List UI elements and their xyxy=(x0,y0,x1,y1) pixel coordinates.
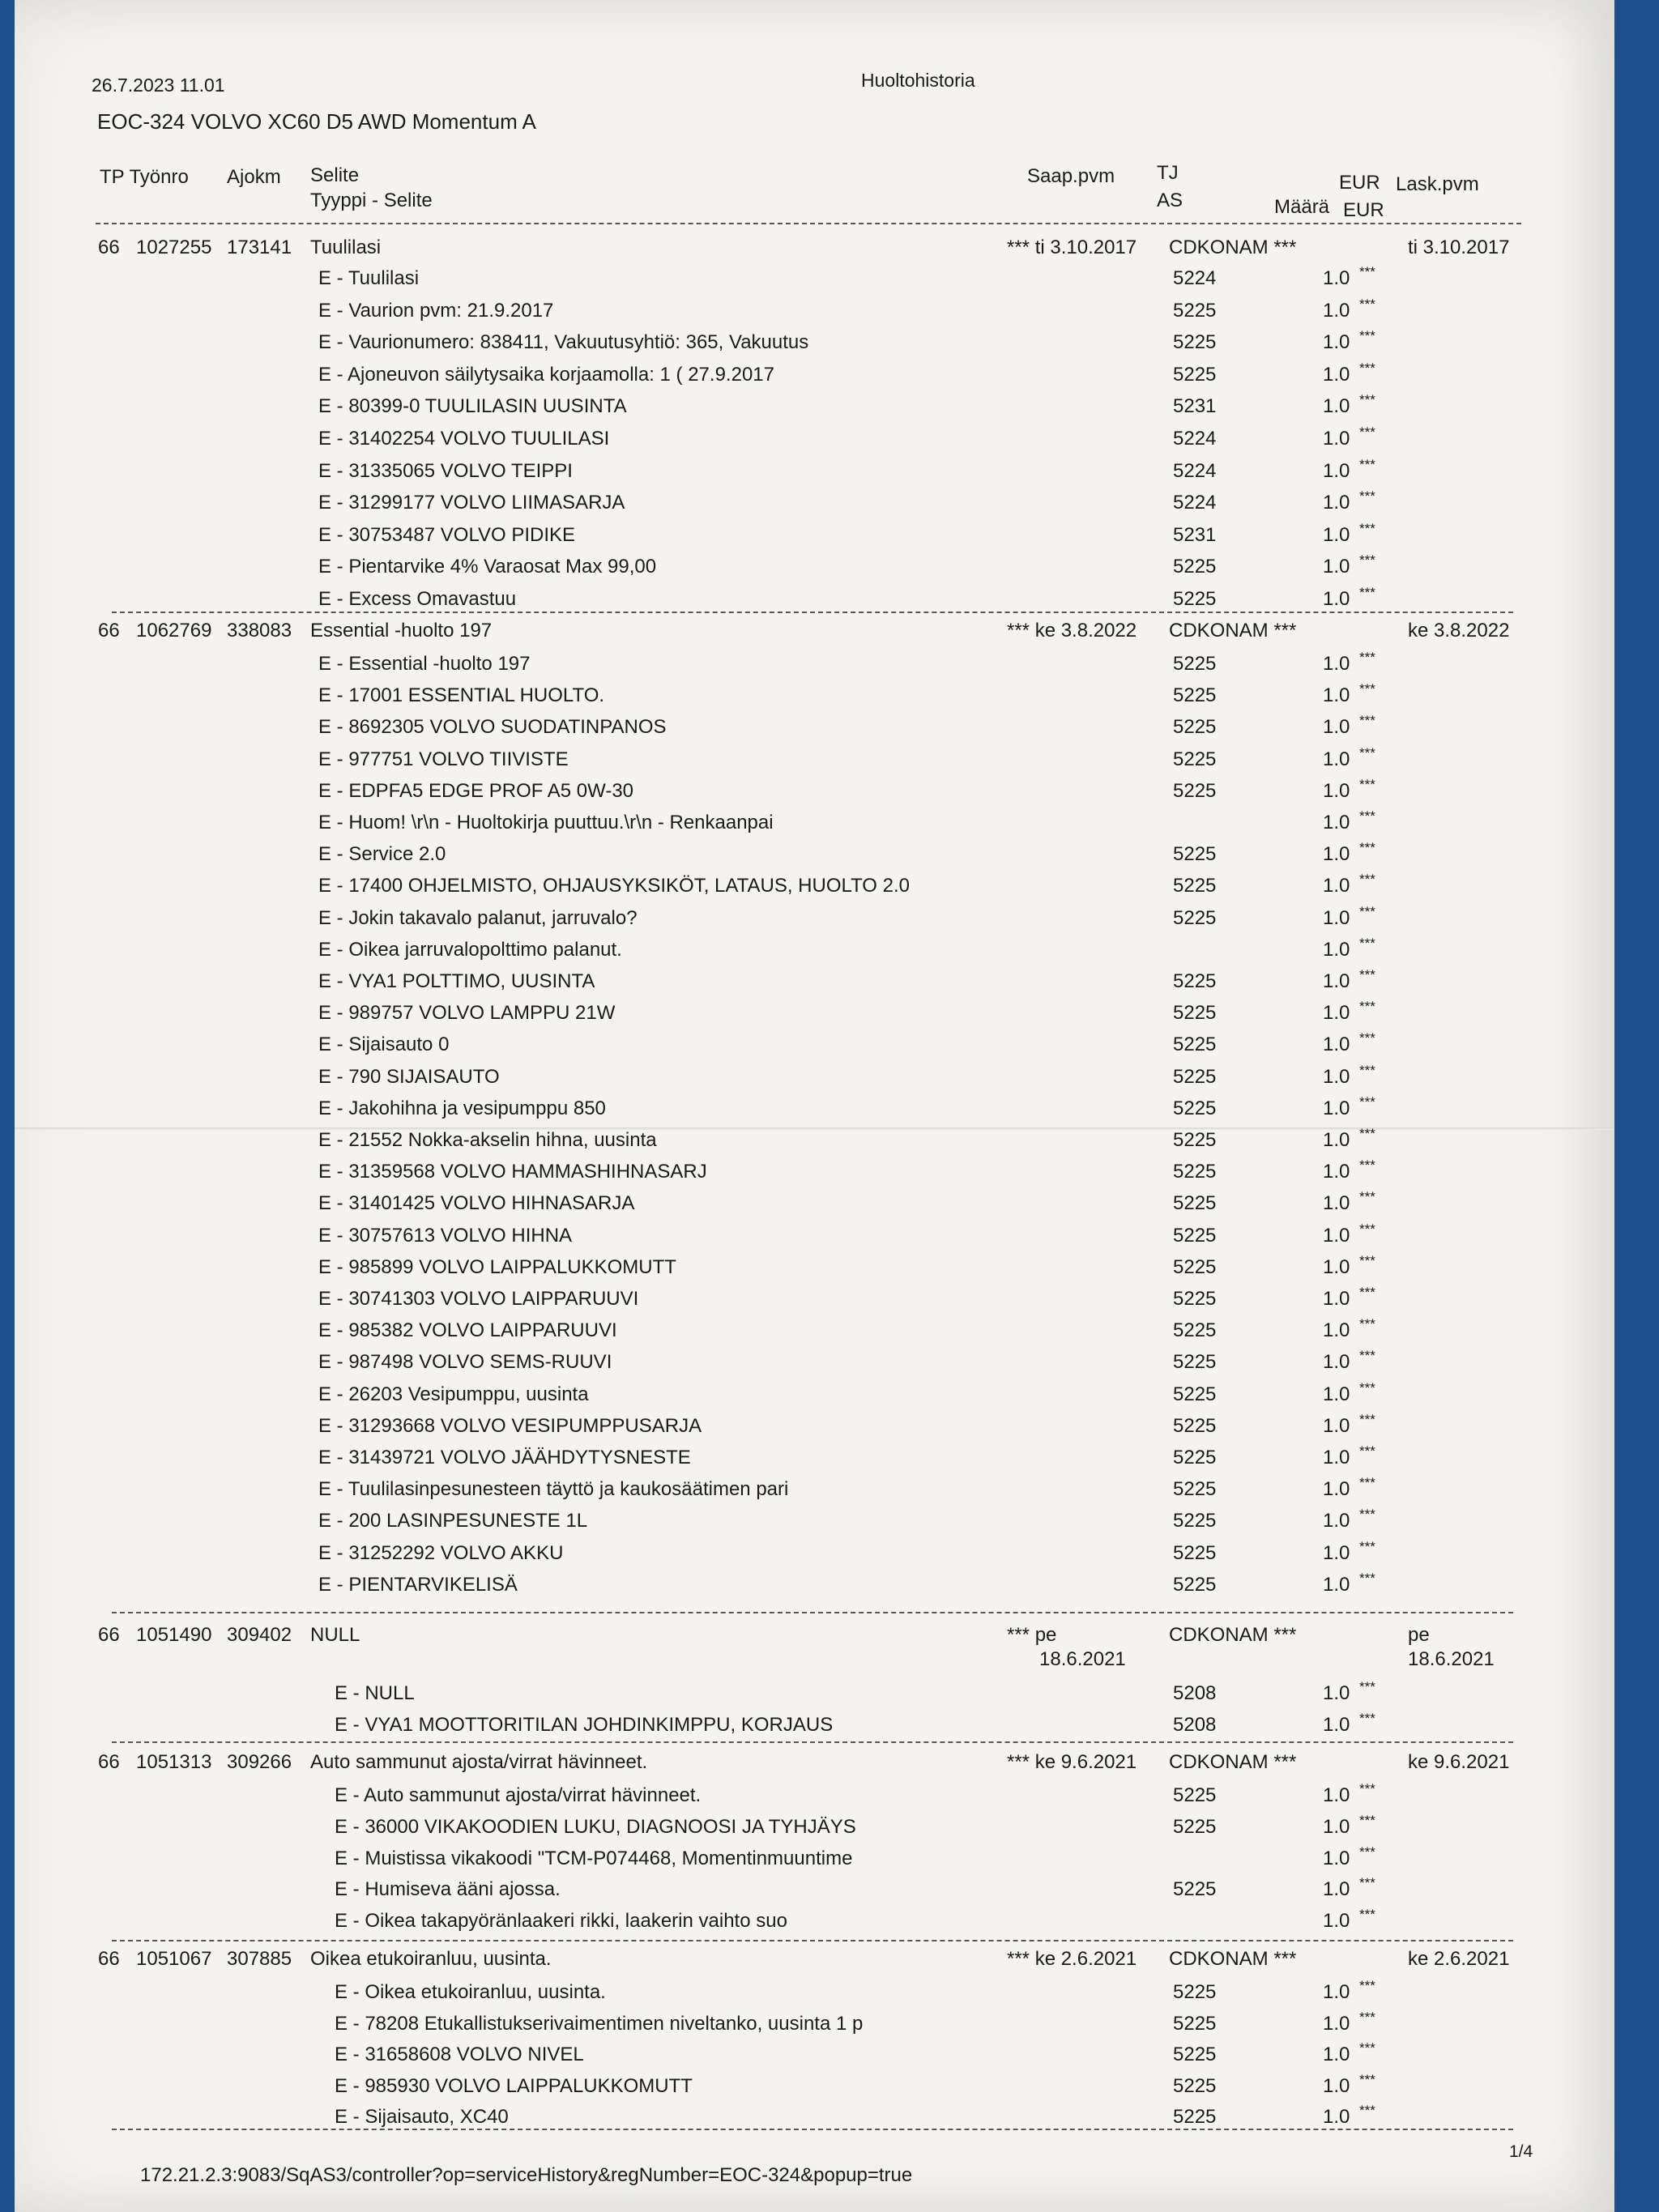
line-as: 5225 xyxy=(1173,1510,1217,1532)
page-number: 1/4 xyxy=(1509,2142,1533,2161)
line-description: E - VYA1 MOOTTORITILAN JOHDINKIMPPU, KORJAUS xyxy=(335,1714,834,1736)
line-stars: *** xyxy=(1359,935,1375,951)
line-as: 5225 xyxy=(1173,1447,1217,1468)
print-date: 26.7.2023 11.01 xyxy=(92,75,225,96)
line-stars: *** xyxy=(1359,1221,1375,1237)
line-quantity: 1.0 xyxy=(1323,684,1350,707)
line-stars: *** xyxy=(1359,999,1375,1015)
line-as: 5225 xyxy=(1173,1224,1217,1247)
line-description: E - Jakohihna ja vesipumppu 850 xyxy=(318,1097,606,1119)
line-quantity: 1.0 xyxy=(1323,779,1350,802)
line-quantity: 1.0 xyxy=(1323,1714,1350,1736)
line-stars: *** xyxy=(1359,360,1375,376)
line-stars: *** xyxy=(1359,456,1375,472)
line-description: E - Pientarvike 4% Varaosat Max 99,00 xyxy=(318,556,657,578)
line-quantity: 1.0 xyxy=(1323,1878,1350,1901)
line-quantity: 1.0 xyxy=(1323,299,1350,322)
order-arrival-date: *** ti 3.10.2017 xyxy=(1007,237,1137,258)
order-tj: CDKONAM *** xyxy=(1169,237,1297,258)
line-as: 5224 xyxy=(1173,459,1217,482)
line-quantity: 1.0 xyxy=(1323,1981,1350,2003)
line-description: E - 17400 OHJELMISTO, OHJAUSYKSIKÖT, LATAUS, HUOLTO 2.0 xyxy=(318,875,911,897)
line-description: E - 31335065 VOLVO TEIPPI xyxy=(318,459,573,482)
line-quantity: 1.0 xyxy=(1323,812,1350,833)
line-stars: *** xyxy=(1359,872,1375,888)
line-as: 5225 xyxy=(1173,1478,1217,1501)
line-stars: *** xyxy=(1359,1781,1375,1796)
line-as: 5225 xyxy=(1173,1097,1217,1119)
line-quantity: 1.0 xyxy=(1323,1682,1350,1704)
line-quantity: 1.0 xyxy=(1323,1784,1350,1806)
line-stars: *** xyxy=(1359,1285,1375,1300)
line-quantity: 1.0 xyxy=(1323,1224,1350,1247)
line-stars: *** xyxy=(1359,1679,1375,1694)
line-quantity: 1.0 xyxy=(1323,1414,1350,1437)
line-as: 5225 xyxy=(1173,1383,1217,1405)
line-quantity: 1.0 xyxy=(1323,1351,1350,1374)
col-eur: EUR xyxy=(1339,172,1380,194)
order-description: NULL xyxy=(310,1624,360,1646)
line-stars: *** xyxy=(1359,520,1375,536)
order-arrival-date-line2: 18.6.2021 xyxy=(1039,1648,1126,1670)
line-stars: *** xyxy=(1359,328,1375,344)
line-stars: *** xyxy=(1359,903,1375,919)
line-description: E - 21552 Nokka-akselin hihna, uusinta xyxy=(318,1129,657,1151)
order-tp: 66 xyxy=(98,1624,120,1646)
line-as: 5231 xyxy=(1173,523,1217,546)
order-km: 309266 xyxy=(227,1751,292,1773)
line-quantity: 1.0 xyxy=(1323,843,1350,866)
line-stars: *** xyxy=(1359,1843,1375,1860)
line-as: 5225 xyxy=(1173,588,1217,610)
line-as: 5225 xyxy=(1173,363,1217,386)
line-description: E - 78208 Etukallistukserivaimentimen niveltanko, uusinta 1 p xyxy=(335,2012,864,2035)
line-quantity: 1.0 xyxy=(1323,2106,1350,2128)
order-arrival-date: *** ke 3.8.2022 xyxy=(1007,620,1137,641)
line-quantity: 1.0 xyxy=(1323,1129,1350,1151)
line-quantity: 1.0 xyxy=(1323,556,1350,578)
line-quantity: 1.0 xyxy=(1323,1815,1350,1838)
line-stars: *** xyxy=(1359,744,1375,761)
line-stars: *** xyxy=(1359,1252,1375,1268)
line-as: 5224 xyxy=(1173,492,1217,514)
line-stars: *** xyxy=(1359,1030,1375,1046)
order-number: 1051313 xyxy=(136,1751,212,1773)
line-description: E - 17001 ESSENTIAL HUOLTO. xyxy=(318,684,605,707)
line-stars: *** xyxy=(1359,2071,1375,2087)
line-as: 5225 xyxy=(1173,1002,1217,1025)
line-quantity: 1.0 xyxy=(1323,1161,1350,1183)
col-lask-pvm: Lask.pvm xyxy=(1396,173,1479,195)
order-tj: CDKONAM *** xyxy=(1169,1751,1297,1773)
line-as: 5225 xyxy=(1173,843,1217,866)
header-rule xyxy=(96,223,1521,224)
line-quantity: 1.0 xyxy=(1323,970,1350,992)
line-description: E - 790 SIJAISAUTO xyxy=(318,1065,500,1088)
line-as: 5225 xyxy=(1173,875,1217,897)
order-km: 309402 xyxy=(227,1624,292,1646)
line-description: E - 26203 Vesipumppu, uusinta xyxy=(318,1383,589,1405)
line-stars: *** xyxy=(1359,1093,1375,1110)
line-description: E - PIENTARVIKELISÄ xyxy=(318,1573,518,1596)
line-quantity: 1.0 xyxy=(1323,938,1350,961)
order-km: 173141 xyxy=(227,237,292,258)
order-tp: 66 xyxy=(98,620,120,641)
line-description: E - 985899 VOLVO LAIPPALUKKOMUTT xyxy=(318,1255,676,1278)
col-tj: TJ xyxy=(1157,162,1179,184)
line-quantity: 1.0 xyxy=(1323,363,1350,386)
col-selite: Selite xyxy=(310,164,360,186)
line-quantity: 1.0 xyxy=(1323,1255,1350,1278)
line-stars: *** xyxy=(1359,1443,1375,1459)
line-as: 5225 xyxy=(1173,1981,1217,2003)
order-separator xyxy=(112,2129,1513,2130)
order-invoice-date: ke 2.6.2021 xyxy=(1408,1948,1510,1970)
line-as: 5225 xyxy=(1173,970,1217,992)
line-description: E - Tuulilasinpesunesteen täyttö ja kaukosäätimen pari xyxy=(318,1478,789,1501)
line-stars: *** xyxy=(1359,650,1375,665)
line-stars: *** xyxy=(1359,392,1375,408)
col-saap-pvm: Saap.pvm xyxy=(1027,165,1115,187)
line-quantity: 1.0 xyxy=(1323,428,1350,450)
line-description: E - 31658608 VOLVO NIVEL xyxy=(335,2044,584,2065)
page-url: 172.21.2.3:9083/SqAS3/controller?op=serviceHistory&regNumber=EOC-324&popup=true xyxy=(140,2164,913,2186)
line-as: 5225 xyxy=(1173,779,1217,802)
line-description: E - Tuulilasi xyxy=(318,267,420,289)
line-stars: *** xyxy=(1359,967,1375,982)
line-as: 5225 xyxy=(1173,556,1217,578)
page-title: Huoltohistoria xyxy=(861,70,975,91)
line-stars: *** xyxy=(1359,1062,1375,1078)
line-quantity: 1.0 xyxy=(1323,748,1350,770)
line-description: E - EDPFA5 EDGE PROF A5 0W-30 xyxy=(318,779,634,802)
line-stars: *** xyxy=(1359,1157,1375,1174)
line-as: 5231 xyxy=(1173,395,1217,418)
line-description: E - Excess Omavastuu xyxy=(318,588,517,610)
line-quantity: 1.0 xyxy=(1323,906,1350,929)
line-quantity: 1.0 xyxy=(1323,2074,1350,2097)
line-stars: *** xyxy=(1359,1570,1375,1586)
line-quantity: 1.0 xyxy=(1323,588,1350,610)
line-stars: *** xyxy=(1359,424,1375,440)
line-as: 5225 xyxy=(1173,1161,1217,1183)
line-as: 5225 xyxy=(1173,1288,1217,1310)
order-invoice-date-line2: 18.6.2021 xyxy=(1408,1648,1495,1670)
order-tj: CDKONAM *** xyxy=(1169,1948,1297,1970)
line-as: 5225 xyxy=(1173,1192,1217,1215)
order-description: Oikea etukoiranluu, uusinta. xyxy=(310,1948,552,1970)
line-as: 5225 xyxy=(1173,653,1217,675)
line-stars: *** xyxy=(1359,1411,1375,1427)
line-description: E - 31359568 VOLVO HAMMASHIHNASARJ xyxy=(318,1161,707,1183)
line-stars: *** xyxy=(1359,1126,1375,1141)
line-quantity: 1.0 xyxy=(1323,1097,1350,1119)
line-description: E - 31293668 VOLVO VESIPUMPPUSARJA xyxy=(318,1414,702,1437)
order-invoice-date: ke 3.8.2022 xyxy=(1408,620,1510,641)
line-stars: *** xyxy=(1359,585,1375,600)
line-stars: *** xyxy=(1359,1379,1375,1396)
order-km: 307885 xyxy=(227,1948,292,1970)
line-description: E - Jokin takavalo palanut, jarruvalo? xyxy=(318,906,638,929)
line-stars: *** xyxy=(1359,776,1375,792)
line-description: E - VYA1 POLTTIMO, UUSINTA xyxy=(318,970,595,992)
line-description: E - Vaurionumero: 838411, Vakuutusyhtiö: 365, Vakuutus xyxy=(318,331,809,354)
line-quantity: 1.0 xyxy=(1323,1478,1350,1501)
line-as: 5225 xyxy=(1173,2074,1217,2097)
line-as: 5225 xyxy=(1173,1351,1217,1374)
line-description: E - 31402254 VOLVO TUULILASI xyxy=(318,428,610,450)
line-quantity: 1.0 xyxy=(1323,492,1350,514)
line-quantity: 1.0 xyxy=(1323,716,1350,739)
line-stars: *** xyxy=(1359,1711,1375,1726)
line-as: 5225 xyxy=(1173,1573,1217,1596)
line-stars: *** xyxy=(1359,681,1375,697)
col-eur2: EUR xyxy=(1343,199,1384,221)
line-description: E - NULL xyxy=(335,1682,415,1704)
line-description: E - Muistissa vikakoodi "TCM-P074468, Momentinmuuntime xyxy=(335,1847,853,1869)
line-quantity: 1.0 xyxy=(1323,331,1350,354)
line-description: E - 200 LASINPESUNESTE 1L xyxy=(318,1510,588,1532)
line-quantity: 1.0 xyxy=(1323,1541,1350,1564)
line-quantity: 1.0 xyxy=(1323,1319,1350,1342)
line-description: E - Service 2.0 xyxy=(318,843,446,866)
line-description: E - 80399-0 TUULILASIN UUSINTA xyxy=(318,395,627,418)
order-description: Essential -huolto 197 xyxy=(310,620,493,641)
line-description: E - Oikea etukoiranluu, uusinta. xyxy=(335,1981,606,2003)
line-stars: *** xyxy=(1359,1907,1375,1923)
line-description: E - Sijaisauto 0 xyxy=(318,1034,450,1056)
line-description: E - 31401425 VOLVO HIHNASARJA xyxy=(318,1192,635,1215)
line-stars: *** xyxy=(1359,264,1375,279)
line-as: 5225 xyxy=(1173,1034,1217,1056)
order-number: 1062769 xyxy=(136,620,212,641)
col-tp-tyonro: TP Työnro xyxy=(100,166,189,188)
col-tyyppi-selite: Tyyppi - Selite xyxy=(310,190,433,211)
line-as: 5225 xyxy=(1173,906,1217,929)
line-stars: *** xyxy=(1359,713,1375,729)
line-as: 5225 xyxy=(1173,2044,1217,2065)
order-tj: CDKONAM *** xyxy=(1169,1624,1297,1646)
line-quantity: 1.0 xyxy=(1323,1573,1350,1596)
line-stars: *** xyxy=(1359,488,1375,505)
line-quantity: 1.0 xyxy=(1323,1847,1350,1869)
line-description: E - 31439721 VOLVO JÄÄHDYTYSNESTE xyxy=(318,1447,691,1468)
line-stars: *** xyxy=(1359,808,1375,824)
order-description: Auto sammunut ajosta/virrat hävinneet. xyxy=(310,1751,648,1773)
order-km: 338083 xyxy=(227,620,292,641)
line-quantity: 1.0 xyxy=(1323,1065,1350,1088)
line-description: E - 31299177 VOLVO LIIMASARJA xyxy=(318,492,625,514)
line-as: 5208 xyxy=(1173,1682,1217,1704)
line-as: 5225 xyxy=(1173,1541,1217,1564)
line-description: E - 30741303 VOLVO LAIPPARUUVI xyxy=(318,1288,639,1310)
line-stars: *** xyxy=(1359,840,1375,856)
col-ajokm: Ajokm xyxy=(227,166,281,188)
line-quantity: 1.0 xyxy=(1323,1192,1350,1215)
line-stars: *** xyxy=(1359,1875,1375,1891)
line-as: 5225 xyxy=(1173,684,1217,707)
line-description: E - Ajoneuvon säilytysaika korjaamolla: 1 ( 27.9.2017 xyxy=(318,363,774,386)
line-quantity: 1.0 xyxy=(1323,2012,1350,2035)
line-description: E - 989757 VOLVO LAMPPU 21W xyxy=(318,1002,616,1025)
line-as: 5208 xyxy=(1173,1714,1217,1736)
vehicle-title: EOC-324 VOLVO XC60 D5 AWD Momentum A xyxy=(97,109,536,134)
line-description: E - Humiseva ääni ajossa. xyxy=(335,1878,561,1901)
line-quantity: 1.0 xyxy=(1323,1383,1350,1405)
line-stars: *** xyxy=(1359,1475,1375,1491)
line-description: E - 987498 VOLVO SEMS-RUUVI xyxy=(318,1351,612,1374)
order-separator xyxy=(112,1612,1513,1613)
line-as: 5225 xyxy=(1173,1815,1217,1838)
line-description: E - Auto sammunut ajosta/virrat hävinneet. xyxy=(335,1784,702,1806)
line-as: 5225 xyxy=(1173,2106,1217,2128)
line-quantity: 1.0 xyxy=(1323,653,1350,675)
line-stars: *** xyxy=(1359,2103,1375,2118)
line-as: 5225 xyxy=(1173,716,1217,739)
line-quantity: 1.0 xyxy=(1323,459,1350,482)
line-description: E - Oikea takapyöränlaakeri rikki, laakerin vaihto suo xyxy=(335,1910,787,1933)
line-stars: *** xyxy=(1359,1316,1375,1332)
line-as: 5225 xyxy=(1173,1414,1217,1437)
line-quantity: 1.0 xyxy=(1323,1288,1350,1310)
line-as: 5225 xyxy=(1173,1784,1217,1806)
order-number: 1027255 xyxy=(136,237,212,258)
line-description: E - 30757613 VOLVO HIHNA xyxy=(318,1224,573,1247)
line-description: E - 8692305 VOLVO SUODATINPANOS xyxy=(318,716,667,739)
line-quantity: 1.0 xyxy=(1323,1002,1350,1025)
line-quantity: 1.0 xyxy=(1323,523,1350,546)
line-stars: *** xyxy=(1359,1189,1375,1205)
line-as: 5225 xyxy=(1173,1319,1217,1342)
line-quantity: 1.0 xyxy=(1323,1447,1350,1468)
line-stars: *** xyxy=(1359,552,1375,569)
line-stars: *** xyxy=(1359,1812,1375,1828)
order-arrival-date: *** ke 2.6.2021 xyxy=(1007,1948,1137,1970)
line-quantity: 1.0 xyxy=(1323,1910,1350,1933)
line-description: E - 31252292 VOLVO AKKU xyxy=(318,1541,564,1564)
line-description: E - 36000 VIKAKOODIEN LUKU, DIAGNOOSI JA TYHJÄYS xyxy=(335,1815,856,1838)
order-separator xyxy=(112,1741,1513,1743)
col-maara: Määrä xyxy=(1274,196,1330,218)
line-as: 5224 xyxy=(1173,267,1217,289)
line-stars: *** xyxy=(1359,2009,1375,2025)
line-description: E - 30753487 VOLVO PIDIKE xyxy=(318,523,576,546)
order-invoice-date: ti 3.10.2017 xyxy=(1408,237,1510,258)
order-separator xyxy=(112,612,1513,613)
order-arrival-date: *** pe xyxy=(1007,1624,1057,1646)
line-stars: *** xyxy=(1359,1538,1375,1554)
line-as: 5225 xyxy=(1173,299,1217,322)
line-quantity: 1.0 xyxy=(1323,267,1350,289)
line-quantity: 1.0 xyxy=(1323,875,1350,897)
order-separator xyxy=(112,1940,1513,1941)
line-quantity: 1.0 xyxy=(1323,1510,1350,1532)
order-tp: 66 xyxy=(98,1948,120,1970)
order-number: 1051067 xyxy=(136,1948,212,1970)
line-as: 5225 xyxy=(1173,1065,1217,1088)
line-stars: *** xyxy=(1359,1978,1375,1993)
col-as: AS xyxy=(1157,190,1183,211)
line-description: E - Huom! \r\n - Huoltokirja puuttuu.\r\n - Renkaanpai xyxy=(318,812,774,833)
line-description: E - Vaurion pvm: 21.9.2017 xyxy=(318,299,554,322)
order-number: 1051490 xyxy=(136,1624,212,1646)
order-tp: 66 xyxy=(98,1751,120,1773)
line-description: E - Essential -huolto 197 xyxy=(318,653,531,675)
line-as: 5224 xyxy=(1173,428,1217,450)
line-stars: *** xyxy=(1359,1348,1375,1364)
order-tp: 66 xyxy=(98,237,120,258)
line-description: E - 985930 VOLVO LAIPPALUKKOMUTT xyxy=(335,2074,693,2097)
line-quantity: 1.0 xyxy=(1323,395,1350,418)
line-as: 5225 xyxy=(1173,1878,1217,1901)
line-stars: *** xyxy=(1359,2040,1375,2056)
line-quantity: 1.0 xyxy=(1323,2044,1350,2065)
paper-sheet xyxy=(15,0,1614,2212)
line-as: 5225 xyxy=(1173,2012,1217,2035)
line-as: 5225 xyxy=(1173,331,1217,354)
order-description: Tuulilasi xyxy=(310,237,382,258)
order-arrival-date: *** ke 9.6.2021 xyxy=(1007,1751,1137,1773)
line-stars: *** xyxy=(1359,296,1375,312)
line-description: E - 977751 VOLVO TIIVISTE xyxy=(318,748,569,770)
order-invoice-date: ke 9.6.2021 xyxy=(1408,1751,1510,1773)
line-stars: *** xyxy=(1359,1507,1375,1523)
line-as: 5225 xyxy=(1173,748,1217,770)
line-quantity: 1.0 xyxy=(1323,1034,1350,1056)
line-as: 5225 xyxy=(1173,1129,1217,1151)
order-tj: CDKONAM *** xyxy=(1169,620,1297,641)
line-description: E - 985382 VOLVO LAIPPARUUVI xyxy=(318,1319,617,1342)
order-invoice-date: pe xyxy=(1408,1624,1430,1646)
line-description: E - Sijaisauto, XC40 xyxy=(335,2106,509,2128)
line-as: 5225 xyxy=(1173,1255,1217,1278)
line-description: E - Oikea jarruvalopolttimo palanut. xyxy=(318,938,622,961)
